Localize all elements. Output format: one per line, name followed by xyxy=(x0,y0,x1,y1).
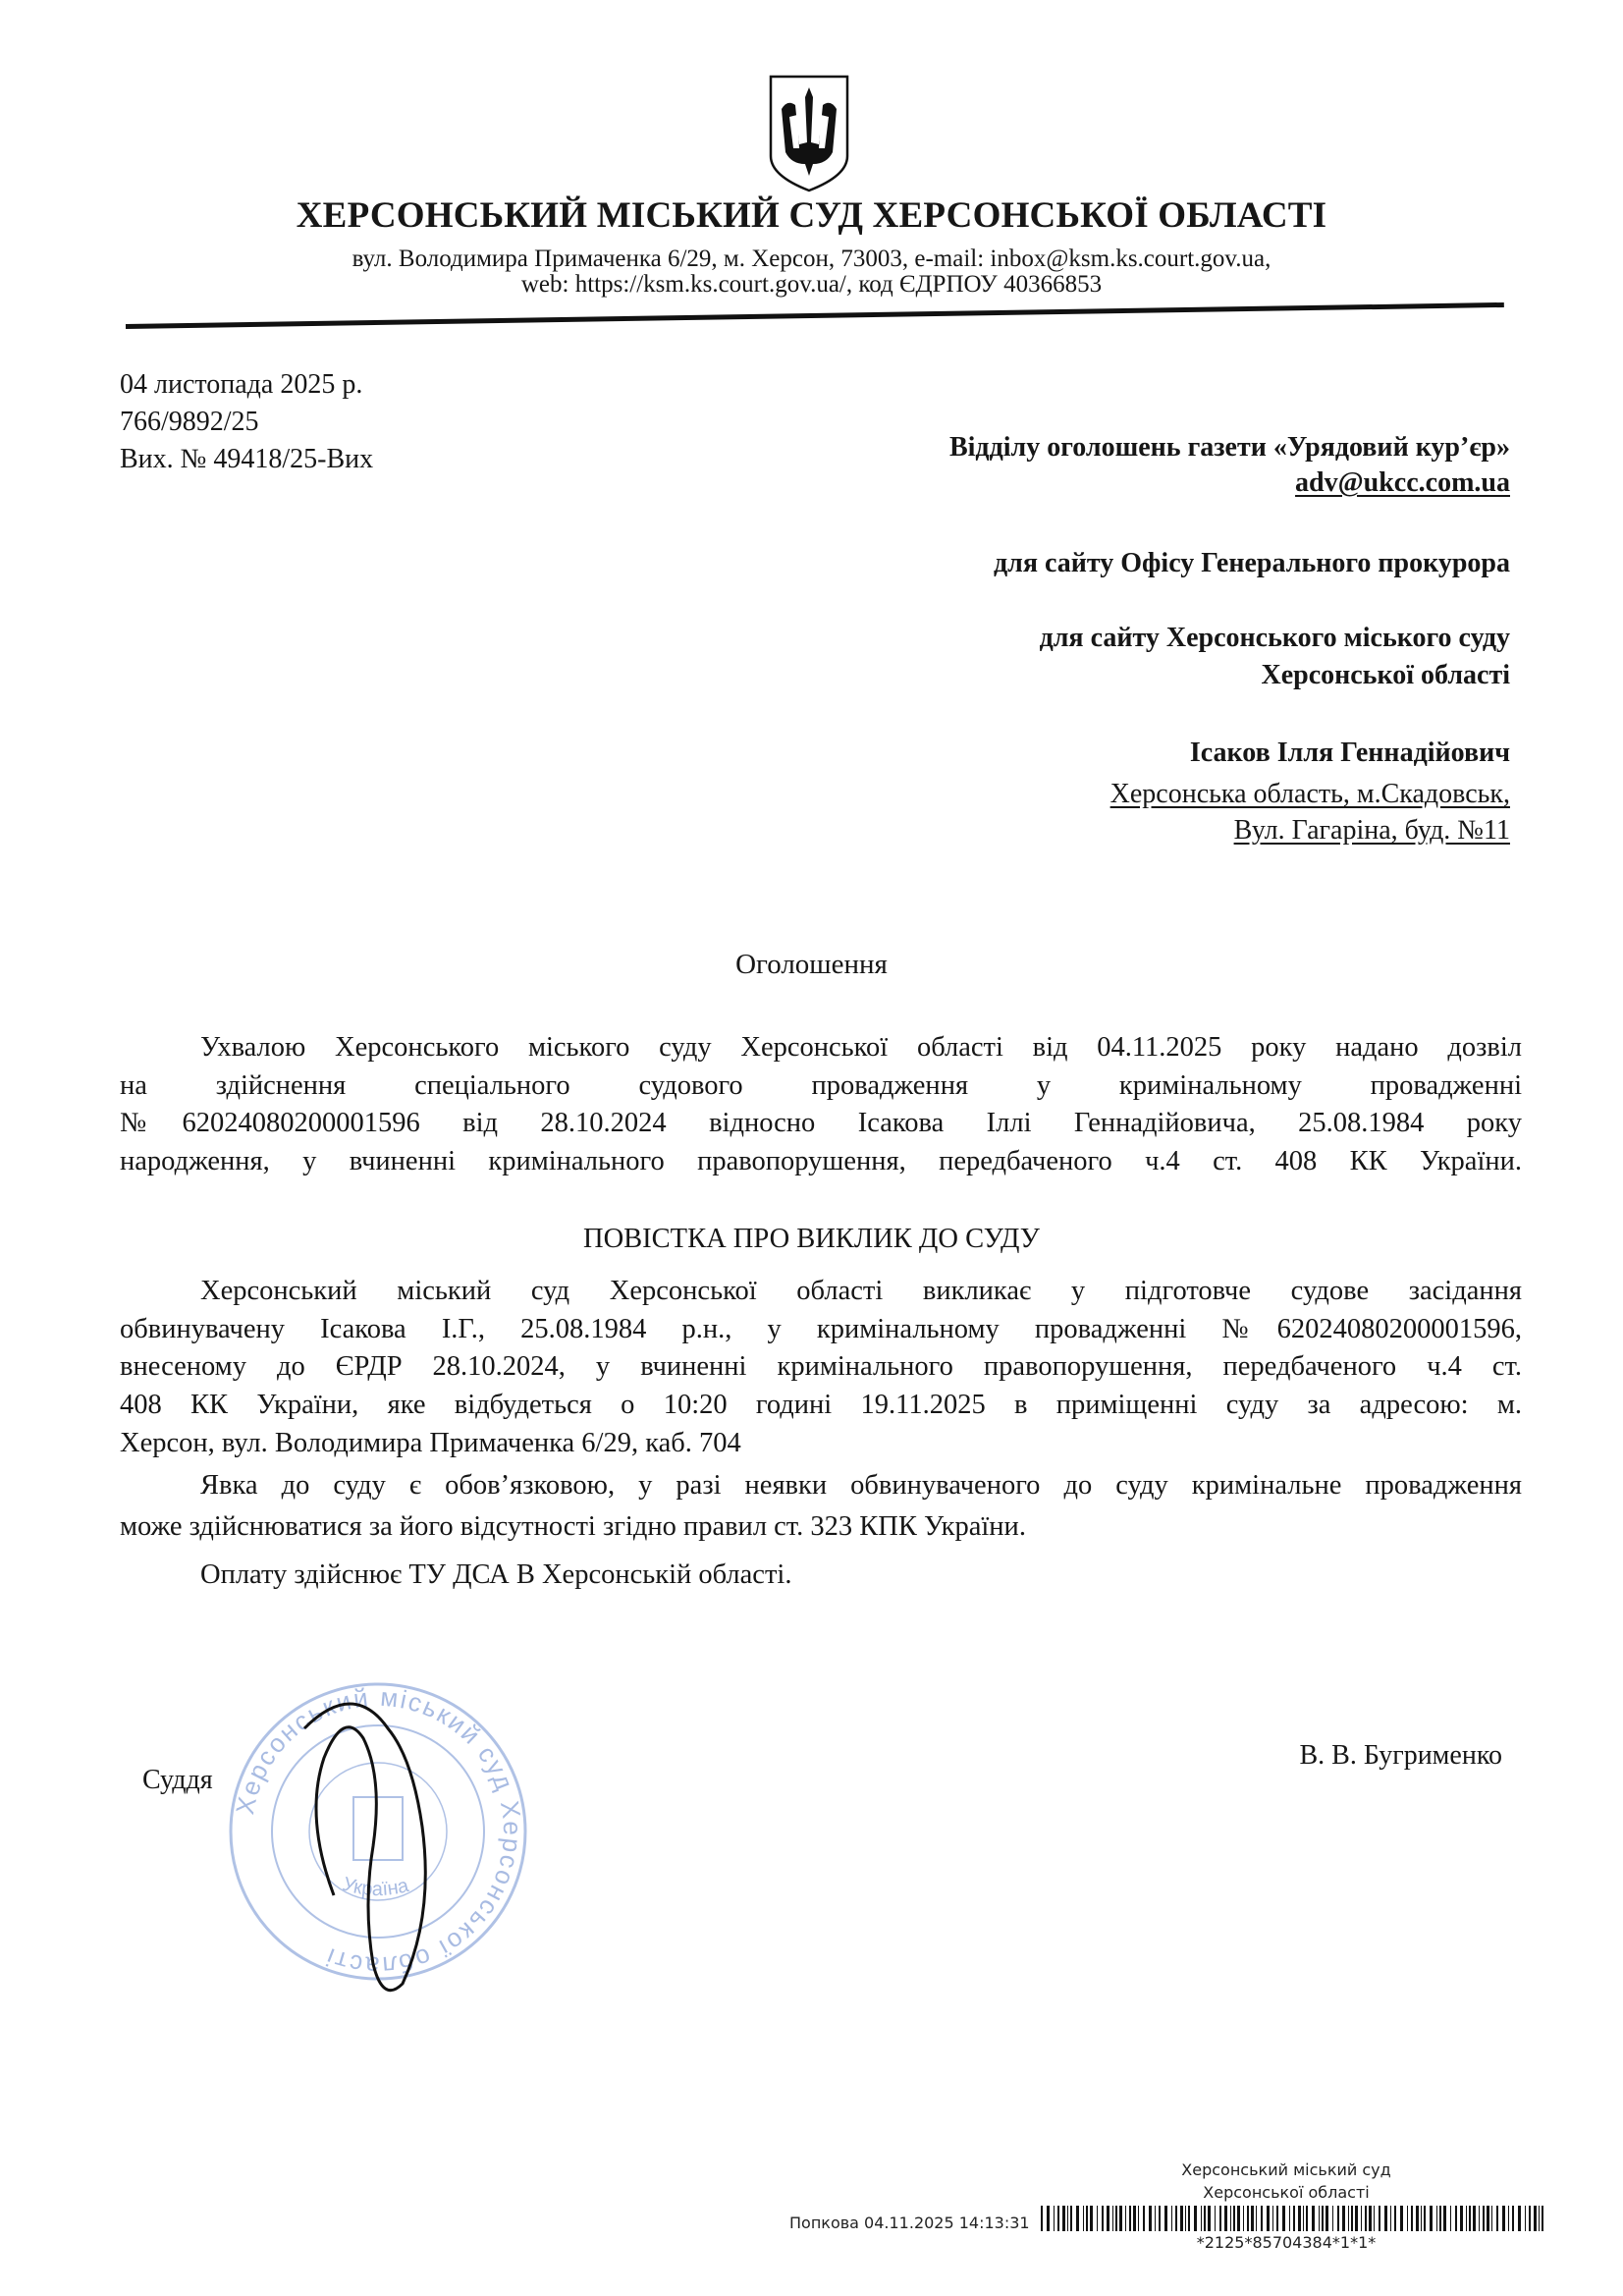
barcode-bar xyxy=(1119,2206,1122,2231)
barcode-bar xyxy=(1090,2206,1093,2231)
barcode-bar xyxy=(1293,2206,1295,2231)
barcode-bar xyxy=(1312,2206,1315,2231)
barcode-bar xyxy=(1379,2206,1380,2231)
barcode-bar xyxy=(1062,2206,1065,2231)
barcode-bar xyxy=(1384,2206,1387,2231)
barcode-bar xyxy=(1298,2206,1301,2231)
barcode-bar xyxy=(1083,2206,1084,2231)
court-stamp xyxy=(216,1669,540,1994)
barcode-bar xyxy=(1460,2206,1463,2231)
barcode-bar xyxy=(1424,2206,1426,2231)
barcode-bar xyxy=(1208,2206,1211,2231)
barcode-bar xyxy=(1436,2206,1437,2231)
barcode-bar xyxy=(1230,2206,1231,2231)
barcode-bar xyxy=(1149,2206,1152,2231)
text-line: Оплату здійснює ТУ ДСА В Херсонській області. xyxy=(200,1558,792,1590)
barcode-bar xyxy=(1201,2206,1202,2231)
barcode-bar xyxy=(1185,2206,1186,2231)
barcode-bar xyxy=(1361,2206,1362,2231)
barcode-bar xyxy=(1215,2206,1216,2231)
barcode-bar xyxy=(1325,2206,1328,2231)
barcode-bar xyxy=(1473,2206,1476,2231)
barcode-bar xyxy=(1057,2206,1059,2231)
barcode-bar xyxy=(1097,2206,1098,2231)
barcode-bar xyxy=(1322,2206,1324,2231)
barcode-bar xyxy=(1355,2206,1358,2231)
barcode-bar xyxy=(1525,2206,1526,2231)
barcode-bar xyxy=(1041,2206,1043,2231)
barcode-bar xyxy=(1115,2206,1117,2231)
text-line: Херсонський міський суд Херсонської області викликає у підготовче судове засідання xyxy=(200,1276,1522,1306)
text-line: Херсон, вул. Володимира Примаченка 6/29, каб. 704 xyxy=(120,1427,741,1458)
recipient-person-street: Вул. Гагаріна, буд. №11 xyxy=(1233,815,1510,846)
barcode-bar xyxy=(1272,2206,1273,2231)
barcode-bar xyxy=(1155,2206,1156,2231)
ukraine-trident-emblem-icon xyxy=(768,74,850,193)
barcode-bar xyxy=(1342,2206,1345,2231)
barcode-bar xyxy=(1237,2206,1240,2231)
barcode-bar xyxy=(1337,2206,1339,2231)
barcode-bar xyxy=(1411,2206,1413,2231)
barcode-bar xyxy=(1233,2206,1235,2231)
text-line: може здійснюватися за його відсутності згідно правил ст. 323 КПК України. xyxy=(120,1511,1026,1543)
barcode-bar xyxy=(1512,2206,1514,2231)
barcode-bar xyxy=(1466,2206,1467,2231)
barcode-bar xyxy=(1102,2206,1104,2231)
recipient-person-name: Ісаков Ілля Геннадійович xyxy=(1189,738,1510,768)
barcode-bar xyxy=(1224,2206,1227,2231)
barcode-bar xyxy=(1180,2206,1183,2231)
recipient-newspaper: Відділу оголошень газети «Урядовий кур’єр» xyxy=(948,432,1510,463)
barcode-bar xyxy=(1306,2206,1308,2231)
case-number: 766/9892/25 xyxy=(120,407,259,437)
footer-org-line1: Херсонський міський суд xyxy=(1181,2160,1391,2179)
barcode-bar xyxy=(1129,2206,1131,2231)
announcement-body xyxy=(120,1029,1522,1181)
barcode-bar xyxy=(1086,2206,1088,2231)
handwritten-signature xyxy=(304,1704,425,1991)
barcode-bar xyxy=(1282,2206,1285,2231)
recipient-court-site: для сайту Херсонського міського суду xyxy=(1039,623,1510,653)
barcode-bar xyxy=(1164,2206,1167,2231)
barcode-bar xyxy=(1479,2206,1480,2231)
summons-body xyxy=(120,1273,1522,1595)
barcode-bar xyxy=(1400,2206,1403,2231)
barcode-bar xyxy=(1348,2206,1349,2231)
barcode-bar xyxy=(1243,2206,1244,2231)
barcode-bar xyxy=(1143,2206,1145,2231)
court-web-code: web: https://ksm.ks.court.gov.ua/, код ЄДРПОУ 40366853 xyxy=(520,271,1103,298)
barcode-bar xyxy=(1188,2206,1190,2231)
barcode-bar xyxy=(1133,2206,1136,2231)
barcode-bar xyxy=(1138,2206,1139,2231)
barcode-bar xyxy=(1443,2206,1446,2231)
signature-role: Суддя xyxy=(142,1765,213,1795)
barcode-bar xyxy=(1374,2206,1375,2231)
text-line: обвинувачену Ісакова І.Г., 25.08.1984 р.н., у кримінальному провадженні №62024080200001596, xyxy=(120,1313,1522,1344)
registrar-timestamp: Попкова 04.11.2025 14:13:31 xyxy=(789,2214,1030,2232)
barcode-bar xyxy=(1529,2206,1531,2231)
text-line: на здійснення спеціального судового провадження у кримінальному провадженні xyxy=(120,1069,1522,1101)
barcode-bar xyxy=(1247,2206,1249,2231)
text-line: №62024080200001596 від 28.10.2024 відносно Ісакова Іллі Геннадійовича, 25.08.1984 року xyxy=(120,1108,1522,1139)
text-line: 408 КК України, яке відбудеться о 10:20 годині 19.11.2025 в приміщенні суду за адресою: м. xyxy=(120,1390,1522,1421)
barcode-bar xyxy=(1276,2206,1278,2231)
barcode-bar xyxy=(1070,2206,1072,2231)
barcode-bar xyxy=(1502,2206,1505,2231)
barcode-bar xyxy=(1171,2206,1172,2231)
court-address: вул. Володимира Примаченка 6/29, м. Херсон, 73003, e-mail: inbox@ksm.ks.court.gov.ua, xyxy=(352,246,1271,272)
stamp-inner-text: Україна xyxy=(340,1873,411,1901)
recipient-newspaper-email[interactable]: adv@ukcc.com.ua xyxy=(1295,467,1510,498)
recipient-prosecutor: для сайту Офісу Генерального прокурора xyxy=(993,548,1510,578)
barcode-bar xyxy=(1430,2206,1433,2231)
recipient-court-site-region: Херсонської області xyxy=(1261,660,1510,690)
barcode-bar xyxy=(1416,2206,1419,2231)
svg-text:Україна xyxy=(340,1874,411,1900)
barcode-bar xyxy=(1112,2206,1113,2231)
barcode-bar xyxy=(1175,2206,1177,2231)
barcode xyxy=(1041,2206,1545,2231)
outgoing-number: Вих. № 49418/25-Вих xyxy=(120,444,374,474)
text-line: народження, у вчиненні кримінального правопорушення, передбаченого ч.4 ст. 408 КК України. xyxy=(120,1146,1522,1177)
barcode-bar xyxy=(1394,2206,1396,2231)
stamp-outer-text: Херсонський міський суд Херсонської області xyxy=(230,1681,528,1982)
barcode-bar xyxy=(1047,2206,1050,2231)
recipient-person-address: Херсонська область, м.Скадовськ, xyxy=(1109,779,1510,809)
footer-org-line2: Херсонської області xyxy=(1203,2183,1370,2202)
barcode-bar xyxy=(1319,2206,1320,2231)
barcode-bar xyxy=(1054,2206,1055,2231)
barcode-bar xyxy=(1204,2206,1206,2231)
document-date: 04 листопада 2025 р. xyxy=(120,369,363,400)
barcode-bar xyxy=(1455,2206,1457,2231)
barcode-bar xyxy=(1542,2206,1543,2231)
barcode-bar xyxy=(1450,2206,1451,2231)
barcode-bar xyxy=(1351,2206,1353,2231)
barcode-bar xyxy=(1518,2206,1521,2231)
announcement-title: Оголошення xyxy=(735,949,888,980)
barcode-bar xyxy=(1289,2206,1290,2231)
barcode-bar xyxy=(1251,2206,1254,2231)
barcode-bar xyxy=(1267,2206,1270,2231)
barcode-bar xyxy=(1421,2206,1422,2231)
barcode-bar xyxy=(1534,2206,1537,2231)
barcode-bar xyxy=(1508,2206,1509,2231)
barcode-bar xyxy=(1469,2206,1471,2231)
barcode-bar xyxy=(1067,2206,1068,2231)
barcode-bar xyxy=(1194,2206,1197,2231)
text-line: Явка до суду є обов’язковою, у разі неявки обвинуваченого до суду кримінальне провадження xyxy=(200,1469,1522,1501)
barcode-bar xyxy=(1483,2206,1485,2231)
barcode-bar xyxy=(1125,2206,1126,2231)
barcode-bar xyxy=(1303,2206,1304,2231)
barcode-bar xyxy=(1159,2206,1161,2231)
barcode-bar xyxy=(1365,2206,1367,2231)
barcode-bar xyxy=(1390,2206,1391,2231)
barcode-bar xyxy=(1539,2206,1540,2231)
judge-name: В. В. Бугрименко xyxy=(1299,1740,1502,1771)
text-line: Ухвалою Херсонського міського суду Херсонської області від 04.11.2025 року надано дозвіл xyxy=(200,1032,1522,1063)
barcode-bar xyxy=(1107,2206,1109,2231)
barcode-bar xyxy=(1332,2206,1333,2231)
barcode-number: *2125*85704384*1*1* xyxy=(1196,2233,1377,2252)
barcode-bar xyxy=(1369,2206,1372,2231)
barcode-bar xyxy=(1439,2206,1441,2231)
barcode-bar xyxy=(1261,2206,1263,2231)
barcode-bar xyxy=(1219,2206,1221,2231)
header-divider xyxy=(126,302,1504,329)
barcode-bar xyxy=(1407,2206,1408,2231)
barcode-bar xyxy=(1256,2206,1257,2231)
court-name-heading: ХЕРСОНСЬКИЙ МІСЬКИЙ СУД ХЕРСОНСЬКОЇ ОБЛАСТІ xyxy=(296,195,1327,236)
barcode-bar xyxy=(1487,2206,1489,2231)
text-line: внесеному до ЄРДР 28.10.2024, у вчиненні кримінального правопорушення, передбаченого ч.4 ст. xyxy=(120,1351,1522,1383)
barcode-bar xyxy=(1496,2206,1498,2231)
summons-title: ПОВІСТКА ПРО ВИКЛИК ДО СУДУ xyxy=(583,1224,1040,1254)
barcode-bar xyxy=(1491,2206,1492,2231)
barcode-bar xyxy=(1076,2206,1079,2231)
